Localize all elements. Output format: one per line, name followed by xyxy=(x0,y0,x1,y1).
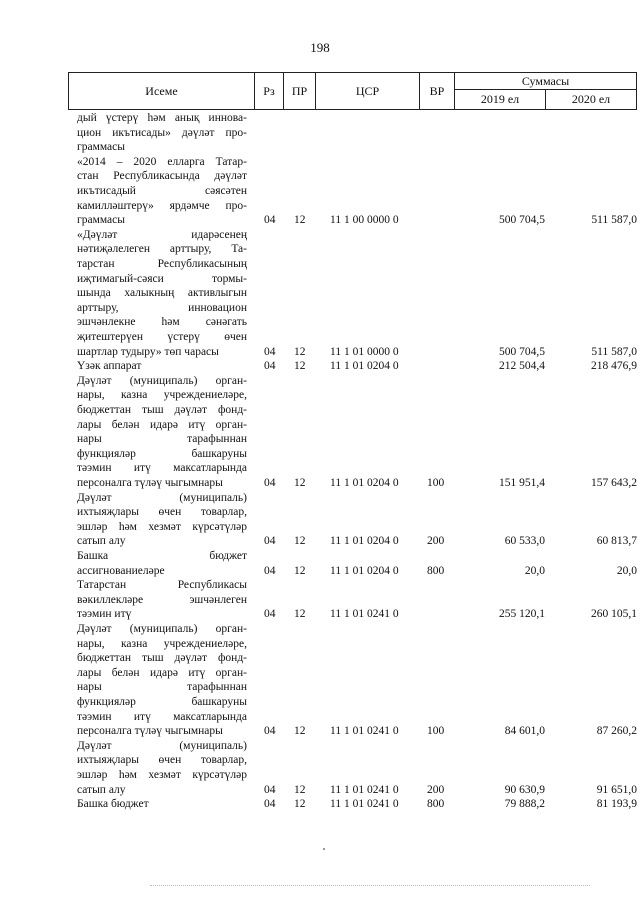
row-name-line: Дәүләт (муниципаль) xyxy=(77,491,247,504)
row-sum-2019: 255 120,1 xyxy=(499,608,545,621)
row-pr: 12 xyxy=(294,476,306,489)
row-name-line: нары тарафыннан xyxy=(77,681,247,694)
row-sum-2020: 81 193,9 xyxy=(596,798,637,811)
row-name-line: бюджеттан тыш дәүләт фонд- xyxy=(77,403,247,416)
row-sum-2020: 91 651,0 xyxy=(596,783,637,796)
row-rz: 04 xyxy=(264,783,276,796)
row-name-line: арттыру, инновацион xyxy=(77,301,247,314)
row-csr: 11 1 01 0204 0 xyxy=(330,535,399,548)
row-name-line: Дәүләт (муниципаль) орган- xyxy=(77,374,247,387)
row-csr: 11 1 01 0204 0 xyxy=(330,476,399,489)
header-pr: ПР xyxy=(283,72,316,110)
row-sum-2020: 60 813,7 xyxy=(596,535,637,548)
row-name xyxy=(77,578,247,622)
row-name-line: сатып алу xyxy=(77,535,126,548)
row-name-line: тәэмин итү максатларында xyxy=(77,462,247,475)
row-name-line: граммасы xyxy=(77,214,125,227)
row-pr: 12 xyxy=(294,535,306,548)
row-sum-2019: 151 951,4 xyxy=(499,476,545,489)
table-row xyxy=(77,374,637,491)
header-sums: Суммасы xyxy=(454,72,637,90)
row-rz: 04 xyxy=(264,608,276,621)
row-name-line: цион икътисады» дәүләт про- xyxy=(77,126,247,139)
row-csr: 11 1 01 0241 0 xyxy=(330,783,399,796)
row-name-line: эшләр һәм хезмәт күрсәтүләр xyxy=(77,520,247,533)
row-name-line: нәтиҗәлелеген арттыру, Та- xyxy=(77,243,247,256)
row-sum-2019: 500 704,5 xyxy=(499,214,545,227)
row-rz: 04 xyxy=(264,564,276,577)
row-pr: 12 xyxy=(294,214,306,227)
row-name xyxy=(77,797,247,812)
header-vr: ВР xyxy=(419,72,455,110)
header-name: Исеме xyxy=(68,72,255,110)
row-name xyxy=(77,739,247,797)
row-rz: 04 xyxy=(264,798,276,811)
row-name xyxy=(77,228,247,359)
table-row xyxy=(77,228,637,359)
row-csr: 11 1 01 0241 0 xyxy=(330,608,399,621)
row-sum-2020: 218 476,9 xyxy=(591,360,637,373)
row-rz: 04 xyxy=(264,476,276,489)
row-name-line: функцияләр башкаруны xyxy=(77,695,247,708)
row-pr: 12 xyxy=(294,608,306,621)
row-sum-2020: 511 587,0 xyxy=(591,214,637,227)
row-name-line: лары белән идарә итү орган- xyxy=(77,418,247,431)
row-name-line: вәкиллекләре эшчәнлеген xyxy=(77,593,247,606)
row-name-line: камилләштерү» ярдәмче про- xyxy=(77,199,247,212)
row-name-line: шында халыкның активлыгын xyxy=(77,287,247,300)
row-rz: 04 xyxy=(264,360,276,373)
row-name-line: дый үстерү һәм анық иннова- xyxy=(77,112,247,124)
row-pr: 12 xyxy=(294,783,306,796)
row-rz: 04 xyxy=(264,214,276,227)
row-name-line: тарстан Республикасының xyxy=(77,257,247,270)
row-sum-2019: 212 504,4 xyxy=(499,360,545,373)
row-sum-2019: 84 601,0 xyxy=(504,725,545,738)
scan-dots xyxy=(150,885,590,886)
table-row xyxy=(77,549,637,578)
row-name-line: иҗтимагый-сәяси тормы- xyxy=(77,272,247,285)
table-row xyxy=(77,155,637,228)
table-row xyxy=(77,578,637,622)
header-2019: 2019 ел xyxy=(454,89,546,110)
header-csr: ЦСР xyxy=(315,72,420,110)
row-csr: 11 1 00 0000 0 xyxy=(330,214,399,227)
row-pr: 12 xyxy=(294,564,306,577)
row-name-line: шартлар тудыру» төп чарасы xyxy=(77,345,219,358)
row-name-line: эшләр һәм хезмәт күрсәтүләр xyxy=(77,768,247,781)
row-name xyxy=(77,491,247,549)
row-name-line: граммасы xyxy=(77,141,125,154)
row-rz: 04 xyxy=(264,725,276,738)
table-row xyxy=(77,111,637,155)
row-rz: 04 xyxy=(264,535,276,548)
row-name-line: стан Республикасында дәүләт xyxy=(77,170,247,183)
row-name-line: ихтыяҗлары өчен товарлар, xyxy=(77,506,247,519)
row-sum-2019: 60 533,0 xyxy=(504,535,545,548)
row-vr: 800 xyxy=(427,564,445,577)
row-sum-2019: 500 704,5 xyxy=(499,345,545,358)
row-name-line: Башка бюджет xyxy=(77,550,247,562)
row-name-line: нары тарафыннан xyxy=(77,433,247,446)
header-rz: Рз xyxy=(254,72,284,110)
table-row xyxy=(77,797,637,812)
row-name-line: тәэмин итү xyxy=(77,608,132,621)
row-name-line: тәэмин итү максатларында xyxy=(77,710,247,723)
header-2020: 2020 ел xyxy=(545,89,637,110)
table-row xyxy=(77,359,637,374)
row-sum-2020: 20,0 xyxy=(616,564,637,577)
row-name-line: җитештерүен үстерү өчен xyxy=(77,330,247,343)
row-name xyxy=(77,622,247,739)
row-pr: 12 xyxy=(294,725,306,738)
row-rz: 04 xyxy=(264,345,276,358)
row-vr: 800 xyxy=(427,798,445,811)
row-name-line: функцияләр башкаруны xyxy=(77,447,247,460)
row-name-line: нары, казна учреждениеләре, xyxy=(77,389,247,402)
row-name-line: «Дәүләт идарәсенең xyxy=(77,228,247,241)
row-name-line: Дәүләт (муниципаль) орган- xyxy=(77,623,247,635)
row-sum-2020: 157 643,2 xyxy=(591,476,637,489)
row-name-line: нары, казна учреждениеләре, xyxy=(77,637,247,650)
row-name xyxy=(77,111,247,155)
table-row xyxy=(77,739,637,797)
row-vr: 100 xyxy=(427,476,445,489)
row-csr: 11 1 01 0241 0 xyxy=(330,725,399,738)
page-number: 198 xyxy=(310,40,330,55)
row-name-line: икътисадый сәясәтен xyxy=(77,184,247,197)
row-name-line: Дәүләт (муниципаль) xyxy=(77,739,247,752)
row-name xyxy=(77,374,247,491)
row-vr: 200 xyxy=(427,783,445,796)
row-name xyxy=(77,549,247,578)
row-pr: 12 xyxy=(294,345,306,358)
row-sum-2020: 511 587,0 xyxy=(591,345,637,358)
row-vr: 100 xyxy=(427,725,445,738)
row-name-line: Үзәк аппарат xyxy=(77,360,142,373)
row-sum-2020: 87 260,2 xyxy=(596,725,637,738)
row-name-line: «2014 – 2020 елларга Татар- xyxy=(77,155,247,168)
row-name-line: ихтыяҗлары өчен товарлар, xyxy=(77,754,247,767)
row-sum-2019: 79 888,2 xyxy=(504,798,545,811)
row-sum-2020: 260 105,1 xyxy=(591,608,637,621)
table-row xyxy=(77,622,637,739)
row-name-line: Башка бюджет xyxy=(77,798,149,811)
row-pr: 12 xyxy=(294,798,306,811)
row-name-line: Татарстан Республикасы xyxy=(77,579,247,592)
row-csr: 11 1 01 0204 0 xyxy=(330,360,399,373)
row-name-line: бюджеттан тыш дәүләт фонд- xyxy=(77,652,247,665)
row-name-line: персоналга түләү чыгымнары xyxy=(77,476,223,489)
row-name-line: ассигнованиеләре xyxy=(77,564,165,577)
row-sum-2019: 20,0 xyxy=(524,564,545,577)
scan-speck xyxy=(323,848,325,850)
row-vr: 200 xyxy=(427,535,445,548)
row-pr: 12 xyxy=(294,360,306,373)
row-name-line: лары белән идарә итү орган- xyxy=(77,666,247,679)
row-name-line: персоналга түләү чыгымнары xyxy=(77,725,223,738)
row-name-line: эшчәнлекне һәм сәнәгать xyxy=(77,316,247,329)
row-name xyxy=(77,155,247,228)
row-name xyxy=(77,359,247,374)
row-sum-2019: 90 630,9 xyxy=(504,783,545,796)
row-csr: 11 1 01 0241 0 xyxy=(330,798,399,811)
table-row xyxy=(77,491,637,549)
row-csr: 11 1 01 0000 0 xyxy=(330,345,399,358)
row-csr: 11 1 01 0204 0 xyxy=(330,564,399,577)
row-name-line: сатып алу xyxy=(77,783,126,796)
